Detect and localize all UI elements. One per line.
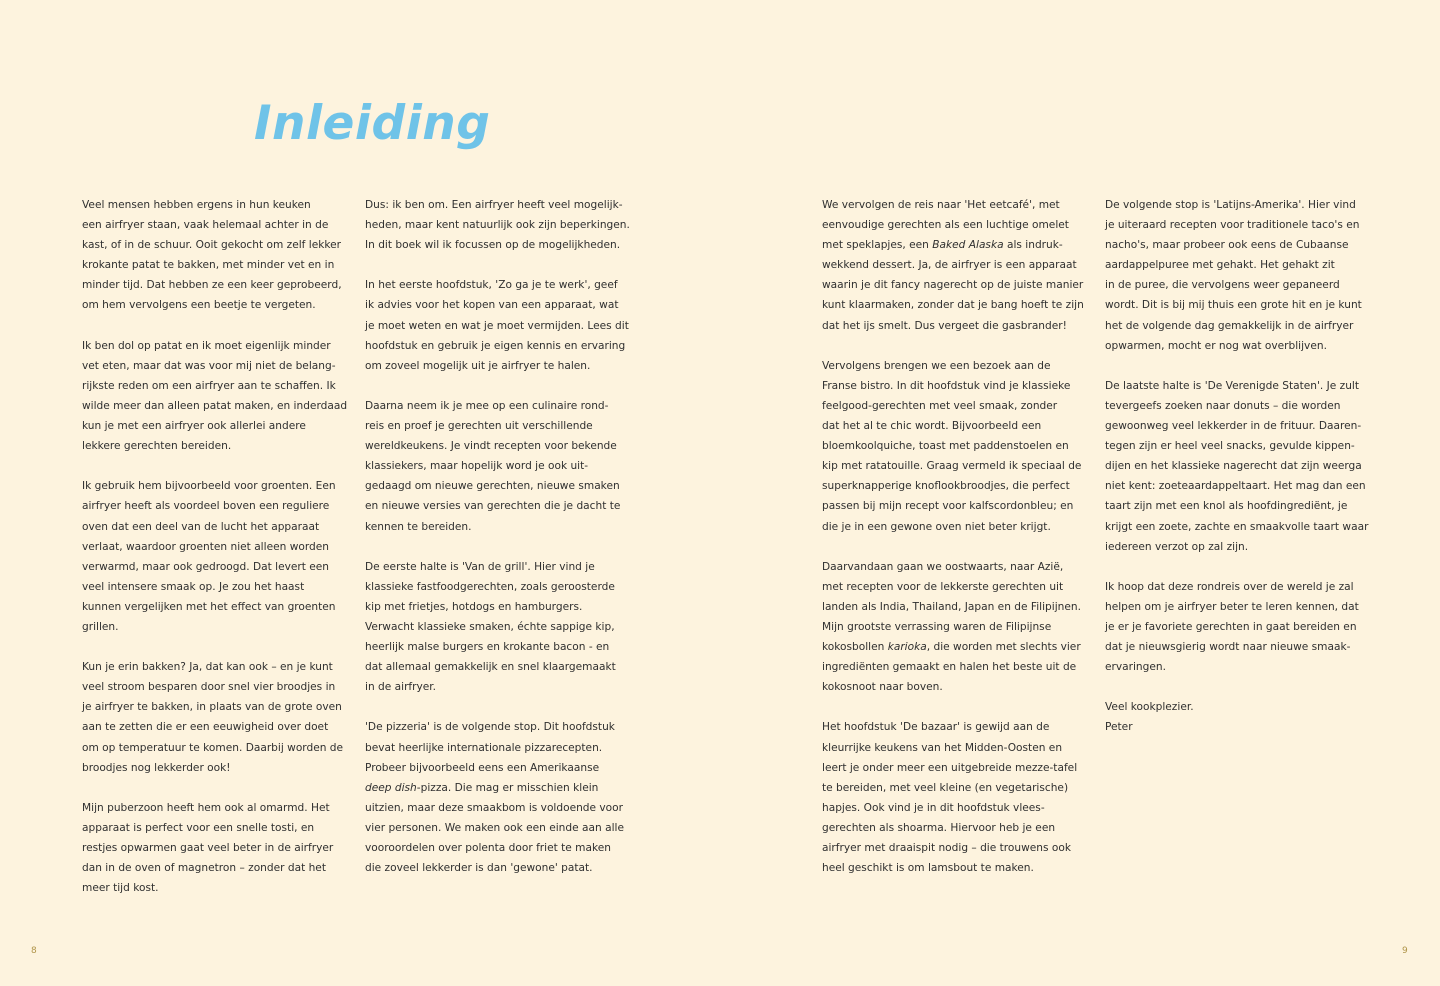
text-line: wordt. Dit is bij mij thuis een grote hit en je kunt	[1105, 299, 1362, 312]
text-line: om hem vervolgens een beetje te vergeten.	[82, 299, 316, 312]
paragraph	[365, 557, 630, 698]
text-line: veel intensere smaak op. Je zou het haast	[82, 580, 305, 593]
text-line: verlaat, waardoor groenten niet alleen worden	[82, 540, 329, 553]
text-line: kip met ratatouille. Graag vermeld ik speciaal de	[822, 460, 1082, 473]
text-line: Veel mensen hebben ergens in hun keuken	[82, 199, 311, 211]
text-line: waarin je dit fancy nagerecht op de juiste manier	[822, 279, 1084, 292]
text-line: krokante patat te bakken, met minder vet en in	[82, 259, 335, 272]
text-line: We vervolgen de reis naar 'Het eetcafé', met	[822, 199, 1060, 211]
text-line: dan in de oven of magnetron – zonder dat het	[82, 862, 326, 875]
text-line: om zoveel mogelijk uit je airfryer te halen.	[365, 359, 591, 372]
text-line: Daarvandaan gaan we oostwaarts, naar Azië,	[822, 560, 1064, 573]
paragraph	[1105, 697, 1368, 737]
text-line: iedereen verzot op zal zijn.	[1105, 540, 1249, 553]
paragraph	[365, 195, 630, 255]
text-line: De volgende stop is 'Latijns-Amerika'. Hier vind	[1105, 199, 1356, 211]
text-line: kip met frietjes, hotdogs en hamburgers.	[365, 600, 583, 613]
text-line: een airfryer staan, vaak helemaal achter in de	[82, 219, 329, 232]
text-line: opwarmen, mocht er nog wat overblijven.	[1105, 339, 1327, 352]
text-line: Mijn puberzoon heeft hem ook al omarmd. Het	[82, 801, 330, 814]
text-line: klassieke fastfoodgerechten, zoals geroosterde	[365, 580, 615, 593]
text-line: die zoveel lekkerder is dan 'gewone' patat.	[365, 862, 593, 875]
text-line: De eerste halte is 'Van de grill'. Hier vind je	[365, 560, 595, 573]
text-line: In dit boek wil ik focussen op de mogelijkheden.	[365, 239, 621, 252]
text-line: lekkere gerechten bereiden.	[82, 440, 232, 453]
text-line: gewoonweg veel lekkerder in de frituur. Daaren-	[1105, 420, 1362, 433]
text-line: deep dish-pizza. Die mag er misschien klein	[365, 781, 599, 794]
text-line: die je in een gewone oven niet beter krijgt.	[822, 520, 1051, 533]
text-line: je airfryer te bakken, in plaats van de grote oven	[82, 701, 342, 714]
page-number-right: 9	[1402, 946, 1408, 956]
paragraph	[822, 356, 1084, 537]
text-line: Mijn grootste verrassing waren de Filipijnse	[822, 620, 1052, 633]
text-line: restjes opwarmen gaat veel beter in de airfryer	[82, 842, 334, 854]
text-line: kleurrijke keukens van het Midden-Oosten en	[822, 741, 1063, 754]
text-line: veel stroom besparen door snel vier broodjes in	[82, 681, 336, 694]
text-line: ervaringen.	[1105, 661, 1166, 674]
paragraph	[365, 275, 630, 375]
text-line: kunt klaarmaken, zonder dat je bang hoeft te zijn	[822, 299, 1084, 312]
text-line: Peter	[1105, 721, 1133, 734]
text-line: dat je nieuwsgierig wordt naar nieuwe smaak-	[1105, 641, 1351, 654]
text-line: tevergeefs zoeken naar donuts – die worden	[1105, 399, 1341, 412]
text-line: passen bij mijn recept voor kalfscordonbleu; en	[822, 500, 1074, 513]
paragraph	[1105, 376, 1368, 557]
paragraph	[1105, 195, 1368, 356]
page-number-left: 8	[31, 946, 37, 956]
text-line: het de volgende dag gemakkelijk in de airfryer	[1105, 319, 1354, 332]
text-line: gedaagd om nieuwe gerechten, nieuwe smaken	[365, 480, 620, 493]
paragraph	[82, 476, 347, 637]
text-line: Franse bistro. In dit hoofdstuk vind je klassieke	[822, 379, 1071, 392]
text-line: airfryer met draaispit nodig – die trouwens ook	[822, 842, 1071, 854]
text-line: kennen te bereiden.	[365, 520, 472, 533]
text-line: hapjes. Ook vind je in dit hoofdstuk vlees-	[822, 801, 1045, 814]
text-line: rijkste reden om een airfryer aan te schaffen. Ik	[82, 379, 336, 392]
text-line: bloemkoolquiche, toast met paddenstoelen en	[822, 440, 1069, 453]
text-line: nacho's, maar probeer ook eens de Cubaanse	[1105, 239, 1349, 252]
text-line: In het eerste hoofdstuk, 'Zo ga je te werk', geef	[365, 279, 618, 292]
text-line: airfryer heeft als voordeel boven een reguliere	[82, 500, 330, 513]
text-line: broodjes nog lekkerder ook!	[82, 761, 231, 774]
text-column-4	[1105, 195, 1368, 758]
text-line: vier personen. We maken ook een einde aan alle	[365, 821, 624, 834]
text-line: aardappelpuree met gehakt. Het gehakt zit	[1105, 259, 1335, 272]
paragraph	[365, 396, 630, 537]
text-line: ingrediënten gemaakt en halen het beste uit de	[822, 661, 1077, 674]
text-line: wilde meer dan alleen patat maken, en inderdaad	[82, 399, 348, 412]
text-line: Vervolgens brengen we een bezoek aan de	[822, 359, 1051, 372]
paragraph	[82, 657, 347, 778]
text-line: verwarmd, maar ook gedroogd. Dat levert een	[82, 560, 330, 573]
text-line: heden, maar kent natuurlijk ook zijn beperkingen.	[365, 219, 630, 232]
text-line: Kun je erin bakken? Ja, dat kan ook – en je kunt	[82, 661, 333, 674]
text-line: Ik ben dol op patat en ik moet eigenlijk minder	[82, 339, 331, 352]
text-line: wekkend dessert. Ja, de airfryer is een apparaat	[822, 259, 1077, 272]
text-line: dat het al te chic wordt. Bijvoorbeeld een	[822, 420, 1042, 433]
text-line: dat allemaal gemakkelijk en snel klaargemaakt	[365, 661, 616, 674]
text-line: wereldkeukens. Je vindt recepten voor bekende	[365, 440, 617, 453]
text-line: om op temperatuur te komen. Daarbij worden de	[82, 741, 344, 754]
text-line: dat het ijs smelt. Dus vergeet die gasbrander!	[822, 319, 1067, 332]
paragraph	[822, 557, 1084, 698]
text-line: te bereiden, met veel kleine (en vegetarische)	[822, 781, 1069, 794]
text-line: heel geschikt is om lamsbout te maken.	[822, 862, 1034, 875]
text-column-1	[82, 195, 347, 918]
text-line: kun je met een airfryer ook allerlei andere	[82, 420, 306, 433]
text-line: niet kent: zoeteaardappeltaart. Het mag dan een	[1105, 480, 1366, 493]
text-line: kokosbollen karioka, die worden met slechts vier	[822, 641, 1081, 654]
text-line: Ik hoop dat deze rondreis over de wereld je zal	[1105, 580, 1354, 593]
text-line: Probeer bijvoorbeeld eens een Amerikaanse	[365, 761, 600, 774]
text-line: helpen om je airfryer beter te leren kennen, dat	[1105, 600, 1359, 613]
text-line: je er je favoriete gerechten in gaat bereiden en	[1105, 620, 1357, 633]
text-line: Dus: ik ben om. Een airfryer heeft veel mogelijk-	[365, 199, 623, 211]
text-line: hoofdstuk en gebruik je eigen kennis en ervaring	[365, 339, 626, 352]
text-line: oven dat een deel van de lucht het apparaat	[82, 520, 320, 533]
text-line: meer tijd kost.	[82, 882, 159, 895]
text-line: klassiekers, maar hopelijk word je ook uit-	[365, 460, 589, 473]
text-line: kast, of in de schuur. Ooit gekocht om zelf lekker	[82, 239, 342, 252]
text-line: eenvoudige gerechten als een luchtige omelet	[822, 219, 1069, 232]
text-line: taart zijn met een knol als hoofdingrediënt, je	[1105, 500, 1348, 513]
text-line: Verwacht klassieke smaken, échte sappige kip,	[365, 620, 615, 633]
text-line: vet eten, maar dat was voor mij niet de belang-	[82, 359, 336, 372]
text-line: in de airfryer.	[365, 681, 437, 694]
paragraph	[1105, 577, 1368, 677]
text-line: met recepten voor de lekkerste gerechten uit	[822, 580, 1064, 593]
text-line: je uiteraard recepten voor traditionele taco's en	[1105, 219, 1360, 232]
text-line: grillen.	[82, 620, 119, 633]
text-line: vooroordelen over polenta door friet te maken	[365, 842, 611, 854]
text-line: in de puree, die vervolgens weer gepaneerd	[1105, 279, 1340, 292]
text-line: Ik gebruik hem bijvoorbeeld voor groenten. Een	[82, 480, 336, 493]
text-line: kunnen vergelijken met het effect van groenten	[82, 600, 336, 613]
text-line: Daarna neem ik je mee op een culinaire rond-	[365, 399, 609, 412]
text-line: apparaat is perfect voor een snelle tosti, en	[82, 821, 315, 834]
text-line: met speklapjes, een Baked Alaska als indruk-	[822, 239, 1063, 252]
text-line: kokosnoot naar boven.	[822, 681, 943, 694]
text-line: De laatste halte is 'De Verenigde Staten'. Je zult	[1105, 379, 1360, 392]
text-line: superknapperige knoflookbroodjes, die perfect	[822, 480, 1070, 493]
text-line: leert je onder meer een uitgebreide mezze-tafel	[822, 761, 1078, 774]
text-line: dijen en het klassieke nagerecht dat zijn weerga	[1105, 460, 1362, 473]
text-column-3	[822, 195, 1084, 898]
text-line: Het hoofdstuk 'De bazaar' is gewijd aan de	[822, 721, 1050, 734]
paragraph	[82, 798, 347, 898]
text-line: aan te zetten die er een eeuwigheid over doet	[82, 721, 329, 734]
text-line: bevat heerlijke internationale pizzarecepten.	[365, 741, 603, 754]
page-title: Inleiding	[254, 96, 491, 151]
paragraph	[82, 195, 347, 316]
text-column-2	[365, 195, 630, 898]
text-line: heerlijk malse burgers en krokante bacon - en	[365, 641, 610, 654]
text-line: reis en proef je gerechten uit verschillende	[365, 420, 593, 433]
text-line: je moet weten en wat je moet vermijden. Lees dit	[365, 319, 629, 332]
text-line: en nieuwe versies van gerechten die je dacht te	[365, 500, 621, 513]
paragraph	[82, 336, 347, 457]
text-line: feelgood-gerechten met veel smaak, zonder	[822, 399, 1058, 412]
text-line: tegen zijn er heel veel snacks, gevulde kippen-	[1105, 440, 1355, 453]
text-line: landen als India, Thailand, Japan en de Filipijnen.	[822, 600, 1081, 613]
paragraph	[822, 195, 1084, 336]
text-line: ik advies voor het kopen van een apparaat, wat	[365, 299, 619, 312]
text-line: gerechten als shoarma. Hiervoor heb je een	[822, 821, 1056, 834]
text-line: 'De pizzeria' is de volgende stop. Dit hoofdstuk	[365, 721, 615, 734]
paragraph	[822, 717, 1084, 878]
text-line: minder tijd. Dat hebben ze een keer geprobeerd,	[82, 279, 342, 292]
text-line: uitzien, maar deze smaakbom is voldoende voor	[365, 801, 624, 814]
paragraph	[365, 717, 630, 878]
text-line: Veel kookplezier.	[1105, 701, 1194, 714]
text-line: krijgt een zoete, zachte en smaakvolle taart waar	[1105, 520, 1369, 533]
